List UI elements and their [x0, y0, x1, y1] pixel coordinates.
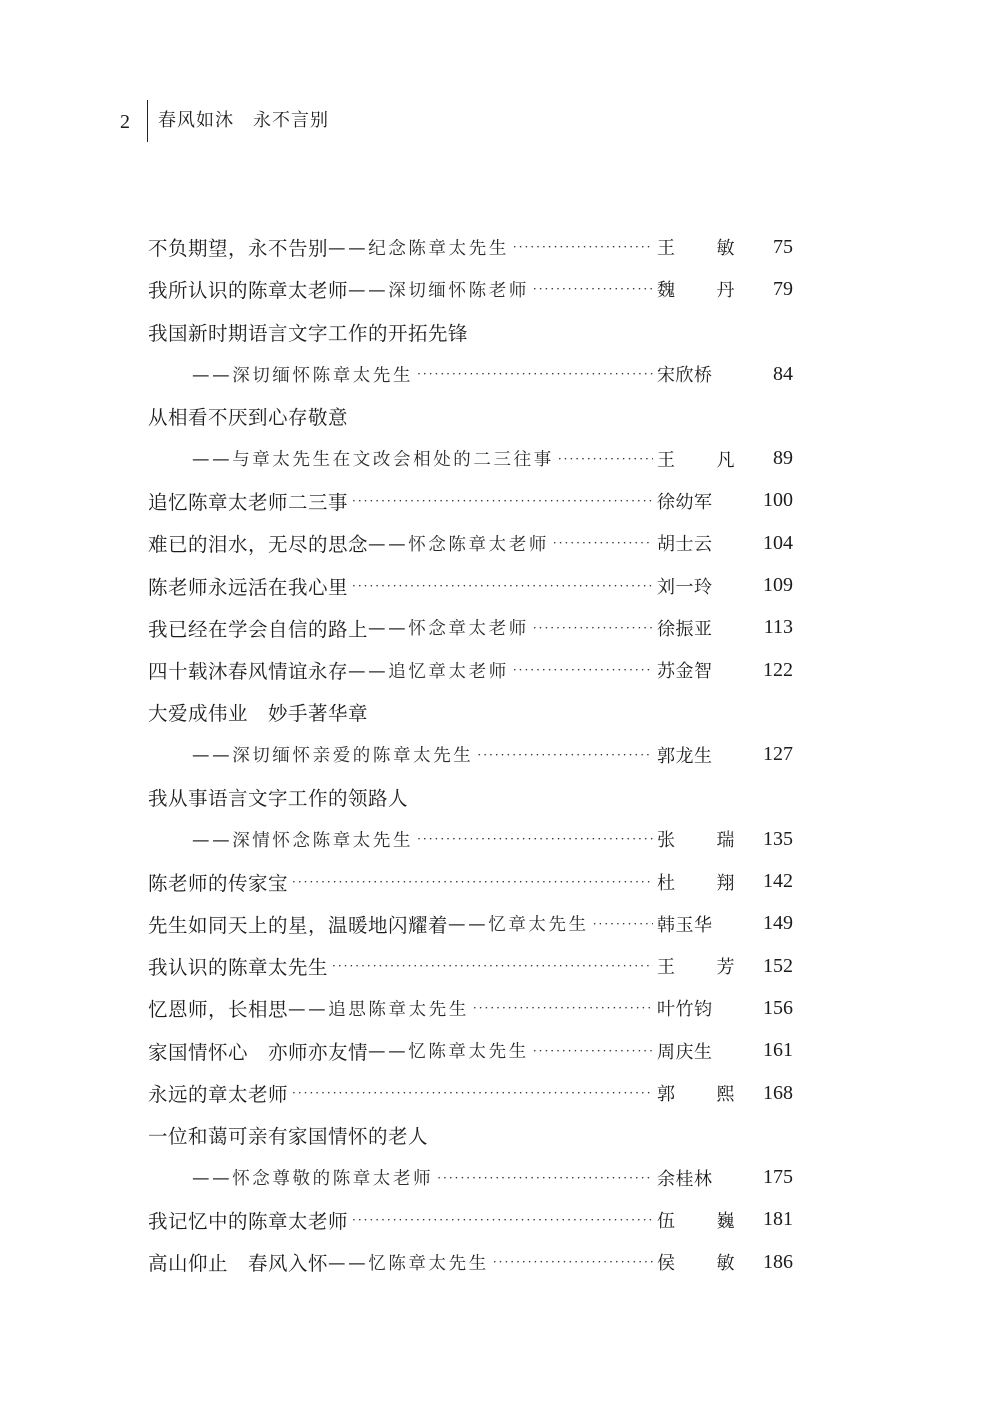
entry-author — [657, 742, 735, 768]
author-name-part: 王 — [657, 957, 676, 979]
entry-author — [657, 615, 735, 641]
entry-author — [657, 1249, 735, 1275]
entry-title: 我已经在学会自信的路上 — [148, 617, 369, 641]
toc-entry — [148, 480, 793, 522]
dot-leader — [417, 365, 653, 383]
author-name-part: 魏 — [657, 280, 676, 302]
entry-author — [657, 657, 735, 683]
entry-title: 高山仰止 春风入怀 — [148, 1252, 329, 1276]
toc-entry — [148, 395, 793, 437]
entry-page-number: 79 — [773, 277, 793, 300]
author-name-part: 郭龙生 — [657, 745, 713, 767]
entry-page-number: 175 — [763, 1166, 793, 1189]
toc-entry-continuation — [148, 353, 793, 395]
toc-entry — [148, 268, 793, 310]
toc-entry-text — [148, 572, 657, 600]
author-name-part: 敏 — [716, 238, 735, 260]
toc-entry — [148, 860, 793, 902]
author-name-part: 徐幼军 — [657, 491, 713, 513]
entry-author — [657, 953, 735, 979]
toc-entry — [148, 1072, 793, 1114]
entry-title: 四十载沐春风情谊永存 — [148, 660, 349, 684]
table-of-contents — [148, 226, 793, 1283]
dot-leader — [437, 1169, 653, 1187]
entry-page-number: 122 — [763, 658, 793, 681]
author-name-part: 敏 — [716, 1253, 735, 1275]
dot-leader — [417, 830, 653, 848]
entry-subtitle: ——纪念陈章太先生 — [328, 238, 509, 259]
entry-subtitle: ——怀念陈章太老师 — [368, 534, 549, 555]
toc-entry — [148, 987, 793, 1029]
toc-entry-text — [148, 698, 793, 726]
entry-page-number: 168 — [763, 1081, 793, 1104]
author-name-part: 丹 — [716, 280, 735, 302]
author-name-part: 侯 — [657, 1253, 676, 1275]
dot-leader — [533, 280, 653, 298]
entry-page-number: 113 — [763, 616, 793, 639]
entry-page-number: 156 — [763, 996, 793, 1019]
toc-entry-text — [148, 233, 657, 261]
toc-entry-text — [148, 1248, 657, 1276]
toc-entry-text — [192, 362, 657, 387]
dot-leader — [332, 957, 653, 975]
author-name-part: 宋欣桥 — [657, 365, 713, 387]
entry-title: 大爱成伟业 妙手著华章 — [148, 702, 369, 726]
entry-title: 永远的章太老师 — [148, 1083, 289, 1107]
toc-entry-text — [148, 402, 793, 430]
entry-page-number: 152 — [763, 954, 793, 977]
entry-subtitle: ——深切缅怀陈老师 — [348, 280, 529, 301]
author-name-part: 王 — [657, 449, 676, 471]
author-name-part: 叶竹钧 — [657, 999, 713, 1021]
entry-author — [657, 911, 735, 937]
author-name-part: 瑞 — [716, 830, 735, 852]
dot-leader — [513, 238, 653, 256]
toc-entry — [148, 903, 793, 945]
entry-page-number: 104 — [763, 531, 793, 554]
entry-author — [657, 1165, 735, 1191]
entry-page-number: 186 — [763, 1250, 793, 1273]
toc-entry-text — [148, 1079, 657, 1107]
toc-entry — [148, 1199, 793, 1241]
entry-author — [657, 573, 735, 599]
entry-page-number: 127 — [763, 743, 793, 766]
entry-author — [657, 869, 735, 895]
author-name-part: 徐振亚 — [657, 618, 713, 640]
toc-entry-text — [148, 529, 657, 557]
entry-author — [657, 276, 735, 302]
entry-title: 先生如同天上的星，温暖地闪耀着 — [148, 913, 449, 937]
entry-title: 一位和蔼可亲有家国情怀的老人 — [148, 1125, 429, 1149]
toc-entry-text — [192, 446, 657, 471]
toc-entry — [148, 691, 793, 733]
entry-title: 不负期望，永不告别 — [148, 237, 329, 261]
running-title: 春风如沐 永不言别 — [158, 110, 329, 131]
toc-entry-text — [192, 742, 657, 767]
dot-leader — [473, 999, 653, 1017]
entry-title: 我认识的陈章太先生 — [148, 956, 329, 980]
entry-author — [657, 446, 735, 472]
entry-subtitle: ——怀念尊敬的陈章太老师 — [192, 1169, 434, 1190]
dot-leader — [477, 746, 653, 764]
toc-entry-text — [148, 952, 657, 980]
dot-leader — [553, 534, 653, 552]
author-name-part: 熙 — [716, 1084, 735, 1106]
toc-entry-text — [148, 656, 657, 684]
toc-entry-text — [148, 1206, 657, 1234]
dot-leader — [493, 1253, 653, 1271]
author-name-part: 张 — [657, 830, 676, 852]
author-name-part: 胡士云 — [657, 534, 713, 556]
entry-subtitle: ——追忆章太老师 — [348, 661, 509, 682]
entry-page-number: 142 — [763, 870, 793, 893]
author-name-part: 巍 — [716, 1210, 735, 1232]
entry-title: 我记忆中的陈章太老师 — [148, 1209, 349, 1233]
entry-author — [657, 1080, 735, 1106]
entry-page-number: 161 — [763, 1039, 793, 1062]
toc-entry — [148, 226, 793, 268]
entry-subtitle: ——忆陈章太先生 — [368, 1042, 529, 1063]
author-name-part: 苏金智 — [657, 661, 713, 683]
toc-entry-text — [148, 994, 657, 1022]
entry-title: 从相看不厌到心存敬意 — [148, 406, 349, 430]
toc-entry-text — [148, 614, 657, 642]
toc-entry — [148, 311, 793, 353]
entry-title: 难已的泪水，无尽的思念 — [148, 533, 369, 557]
toc-entry-continuation — [148, 818, 793, 860]
entry-subtitle: ——忆陈章太先生 — [328, 1253, 489, 1274]
author-name-part: 郭 — [657, 1084, 676, 1106]
toc-entry-text — [148, 275, 657, 303]
toc-entry-continuation — [148, 437, 793, 479]
entry-title: 我从事语言文字工作的领路人 — [148, 787, 409, 810]
entry-author — [657, 995, 735, 1021]
author-name-part: 芳 — [716, 957, 735, 979]
entry-title: 追忆陈章太老师二三事 — [148, 490, 349, 514]
entry-author — [657, 826, 735, 852]
toc-entry — [148, 1114, 793, 1156]
dot-leader — [352, 492, 653, 510]
dot-leader — [352, 1211, 653, 1229]
dot-leader — [593, 915, 653, 933]
entry-page-number: 89 — [773, 447, 793, 470]
entry-page-number: 84 — [773, 362, 793, 385]
entry-author — [657, 1038, 735, 1064]
dot-leader — [513, 661, 653, 679]
toc-entry-text — [148, 910, 657, 938]
author-name-part: 王 — [657, 238, 676, 260]
toc-entry — [148, 945, 793, 987]
author-name-part: 凡 — [716, 449, 735, 471]
entry-title: 我所认识的陈章太老师 — [148, 279, 349, 303]
entry-subtitle: ——深切缅怀亲爱的陈章太先生 — [192, 746, 474, 767]
author-name-part: 余桂林 — [657, 1168, 713, 1190]
author-name-part: 刘一玲 — [657, 576, 713, 598]
page-number: 2 — [120, 111, 130, 133]
toc-entry — [148, 776, 793, 818]
author-name-part: 翔 — [716, 872, 735, 894]
entry-subtitle: ——深情怀念陈章太先生 — [192, 830, 414, 851]
entry-author — [657, 488, 735, 514]
dot-leader — [352, 577, 653, 595]
toc-entry-text — [192, 827, 657, 852]
entry-title: 陈老师的传家宝 — [148, 871, 289, 895]
entry-page-number: 181 — [763, 1208, 793, 1231]
toc-entry-text — [148, 783, 793, 811]
toc-entry-text — [148, 1037, 657, 1065]
dot-leader — [533, 1042, 653, 1060]
entry-title: 陈老师永远活在我心里 — [148, 575, 349, 599]
author-name-part: 周庆生 — [657, 1041, 713, 1063]
dot-leader — [292, 1084, 653, 1102]
toc-entry — [148, 1030, 793, 1072]
toc-entry — [148, 649, 793, 691]
entry-author — [657, 530, 735, 556]
entry-subtitle: ——深切缅怀陈章太先生 — [192, 365, 414, 386]
toc-entry-continuation — [148, 734, 793, 776]
toc-entry-text — [148, 868, 657, 896]
entry-subtitle: ——追思陈章太先生 — [288, 999, 469, 1020]
entry-page-number: 75 — [773, 235, 793, 258]
entry-subtitle: ——忆章太先生 — [448, 915, 589, 936]
toc-entry — [148, 522, 793, 564]
dot-leader — [292, 873, 653, 891]
header-divider — [147, 100, 148, 142]
entry-subtitle: ——与章太先生在文改会相处的二三往事 — [192, 450, 554, 471]
entry-title: 家国情怀心 亦师亦友情 — [148, 1040, 369, 1064]
author-name-part: 杜 — [657, 872, 676, 894]
entry-page-number: 109 — [763, 574, 793, 597]
entry-page-number: 100 — [763, 489, 793, 512]
entry-title: 忆恩师，长相思 — [148, 998, 289, 1022]
entry-author — [657, 361, 735, 387]
dot-leader — [558, 450, 653, 468]
toc-entry-text — [192, 1165, 657, 1190]
toc-entry — [148, 1241, 793, 1283]
author-name-part: 韩玉华 — [657, 914, 713, 936]
toc-entry-text — [148, 1121, 793, 1149]
toc-entry-continuation — [148, 1157, 793, 1199]
toc-entry-text — [148, 318, 793, 346]
dot-leader — [533, 619, 653, 637]
entry-title: 我国新时期语言文字工作的开拓先锋 — [148, 321, 469, 345]
toc-entry — [148, 607, 793, 649]
entry-page-number: 135 — [763, 827, 793, 850]
toc-entry-text — [148, 487, 657, 515]
entry-author — [657, 1207, 735, 1233]
entry-author — [657, 234, 735, 260]
author-name-part: 伍 — [657, 1210, 676, 1232]
entry-subtitle: ——怀念章太老师 — [368, 619, 529, 640]
toc-entry — [148, 564, 793, 606]
entry-page-number: 149 — [763, 912, 793, 935]
